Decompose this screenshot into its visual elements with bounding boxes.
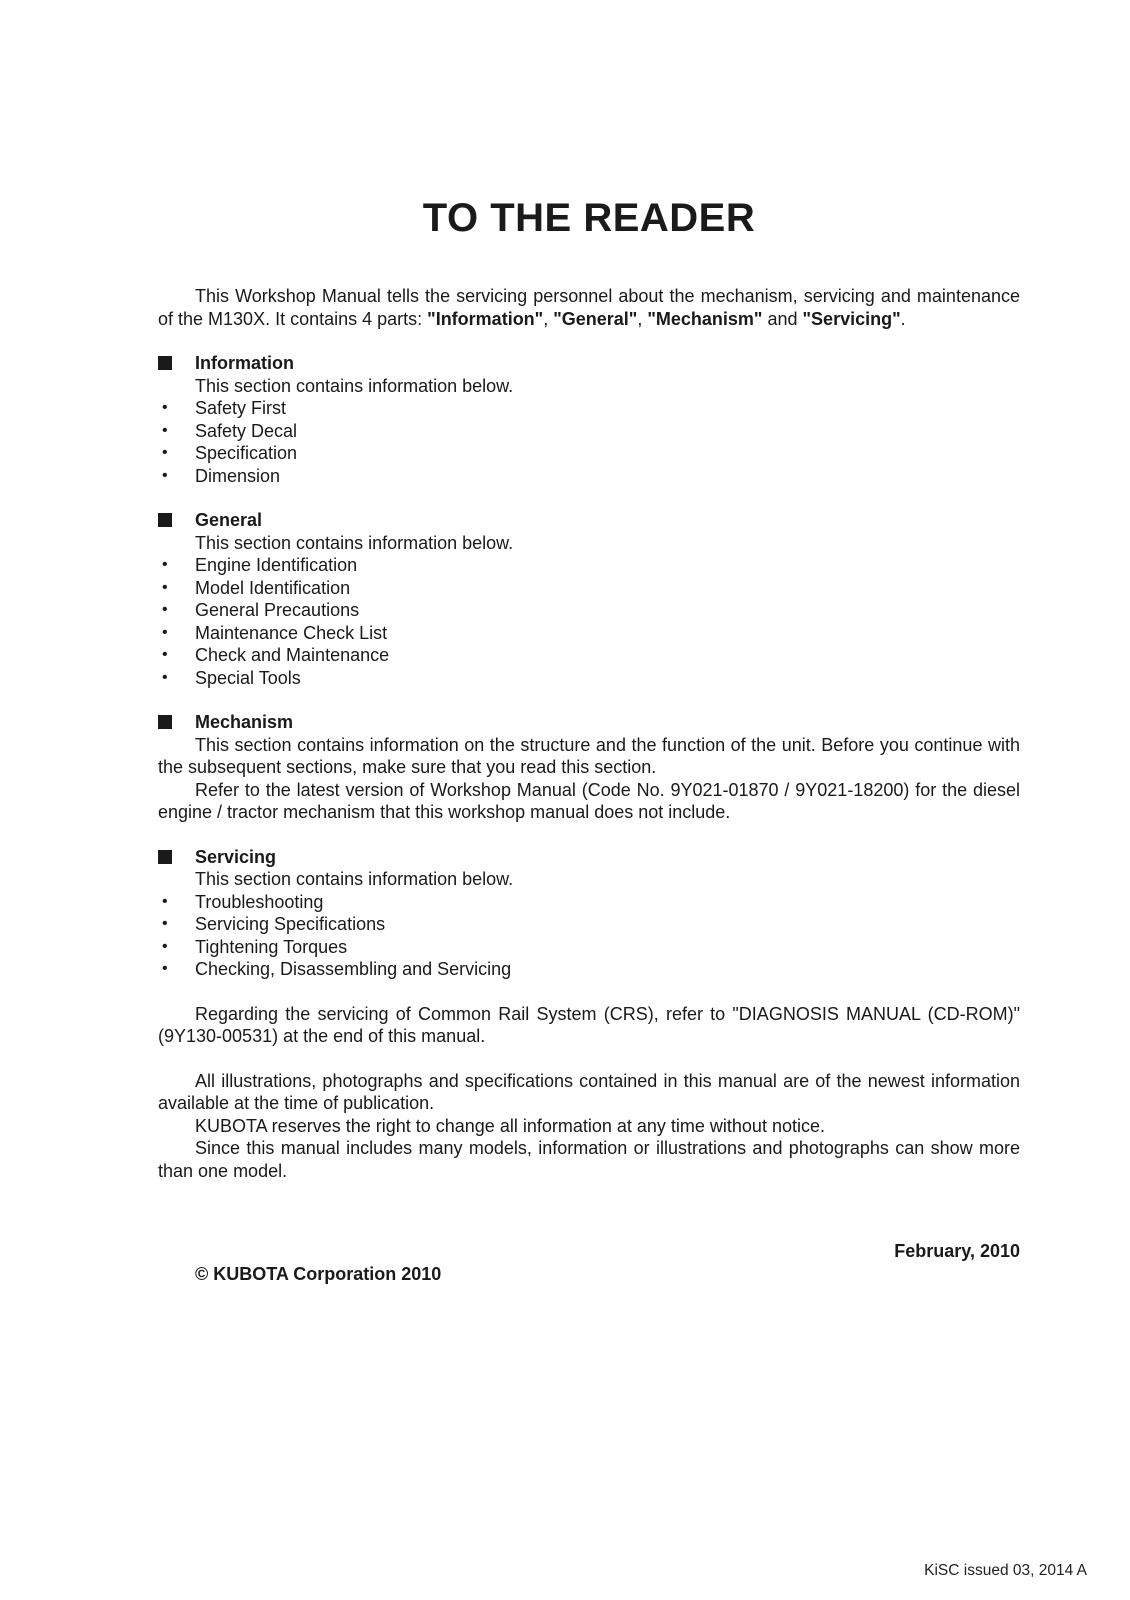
bullet-item: • Servicing Specifications: [158, 913, 1020, 936]
bullet-item: • Safety First: [158, 397, 1020, 420]
section-bullet-list: [158, 891, 1020, 981]
section-heading-label: Information: [195, 353, 294, 373]
page-content: [158, 0, 1020, 1285]
bullet-item: • Dimension: [158, 465, 1020, 488]
intro-bold-part: "Servicing": [802, 308, 901, 329]
closing-paragraph: Regarding the servicing of Common Rail System (CRS), refer to "DIAGNOSIS MANUAL (CD-ROM)" (9Y130-00531) at the end of this manual.: [158, 1003, 1020, 1046]
section-marker-icon: [158, 356, 172, 370]
section-heading-label: Mechanism: [195, 712, 294, 732]
bullet-item: • General Precautions: [158, 599, 1020, 622]
section-marker-icon: [158, 513, 172, 527]
issue-stamp: KiSC issued 03, 2014 A: [924, 1562, 1087, 1579]
intro-text-part: and: [762, 308, 803, 329]
section-mechanism: [158, 711, 1020, 824]
bullet-item: • Special Tools: [158, 667, 1020, 690]
intro-bold-part: "General": [553, 308, 638, 329]
bullet-item: • Troubleshooting: [158, 891, 1020, 914]
section-servicing: [158, 846, 1020, 981]
bullet-item: • Engine Identification: [158, 554, 1020, 577]
section-heading-label: Servicing: [195, 846, 277, 867]
intro-text-part: ,: [543, 308, 554, 329]
section-bullet-list: [158, 554, 1020, 689]
section-heading-label: General: [195, 510, 263, 530]
section-paragraph: This section contains information on the structure and the function of the unit. Before you continue with the subsequent sections, make sure that you read this section.: [158, 734, 1020, 777]
sections-container: [158, 352, 1020, 981]
bullet-item: • Model Identification: [158, 577, 1020, 600]
section-bullet-list: [158, 397, 1020, 487]
closing-paragraph: Since this manual includes many models, information or illustrations and photographs can show more than one model.: [158, 1138, 1020, 1181]
section-paragraph: This section contains information below.: [195, 532, 514, 553]
section-marker-icon: [158, 715, 172, 729]
intro-paragraph: [158, 285, 1020, 330]
section-information: [158, 352, 1020, 487]
section-heading: [158, 846, 1020, 869]
intro-text-part: This Workshop Manual tells the servicing personnel about the mechanism, servicing and maintenance of the M130X. It contains 4 parts:: [158, 286, 1020, 329]
intro-text-part: ,: [637, 308, 648, 329]
closing-paragraph: All illustrations, photographs and specifications contained in this manual are of the newest information available at the time of publication.: [158, 1070, 1020, 1113]
closing-paragraphs: [158, 1003, 1020, 1183]
bullet-item: • Specification: [158, 442, 1020, 465]
bullet-item: • Maintenance Check List: [158, 622, 1020, 645]
bullet-item: • Checking, Disassembling and Servicing: [158, 958, 1020, 981]
section-marker-icon: [158, 850, 172, 864]
closing-block: [158, 1070, 1020, 1183]
bullet-item: • Tightening Torques: [158, 936, 1020, 959]
section-heading: [158, 509, 1020, 532]
bullet-item: • Check and Maintenance: [158, 644, 1020, 667]
bullet-item: • Safety Decal: [158, 420, 1020, 443]
section-heading: [158, 352, 1020, 375]
section-general: [158, 509, 1020, 689]
closing-block: [158, 1003, 1020, 1048]
section-paragraph: This section contains information below.: [195, 869, 514, 889]
copyright-notice: © KUBOTA Corporation 2010: [195, 1263, 442, 1284]
closing-paragraph: KUBOTA reserves the right to change all information at any time without notice.: [195, 1115, 825, 1136]
publication-date: February, 2010: [894, 1241, 1020, 1261]
intro-text-part: .: [900, 308, 906, 329]
intro-bold-part: "Information": [427, 308, 544, 329]
section-heading: [158, 711, 1020, 734]
section-paragraph: Refer to the latest version of Workshop Manual (Code No. 9Y021-01870 / 9Y021-18200) for the diesel engine / tractor mechanism that this workshop manual does not include.: [158, 779, 1020, 822]
page-title: TO THE READER: [422, 196, 756, 240]
section-paragraph: This section contains information below.: [195, 375, 514, 396]
intro-bold-part: "Mechanism": [647, 308, 763, 329]
